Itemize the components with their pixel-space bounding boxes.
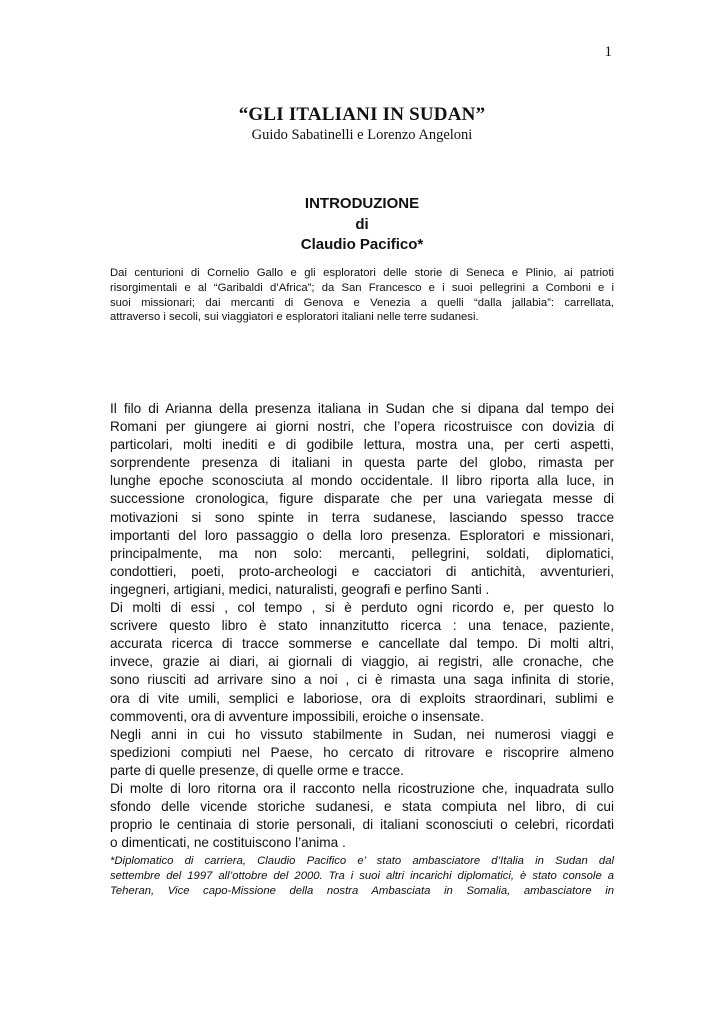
- body-line: Romani per giungere ai giorni nostri, che l’opera ricostruisce con dovizia di: [110, 419, 614, 435]
- body-line: condottieri, poeti, proto-archeologi e cacciatori di antichità, avventurieri,: [110, 563, 614, 579]
- introduction-di: di: [355, 215, 369, 233]
- body-line: principalmente, ma non solo: mercanti, pellegrini, soldati, diplomatici,: [110, 545, 614, 561]
- body-line: proprio le centinaia di storie personali, di italiani sconosciuti o celebri, ricordati: [110, 817, 614, 833]
- body-line: Di molti di essi , col tempo , si è perduto ogni ricordo e, per questo lo: [110, 600, 614, 616]
- body-line: o dimenticati, ne costituiscono l’anima .: [110, 835, 346, 851]
- body-line: ingegneri, artigiani, medici, naturalisti, geografi e perfino Santi .: [110, 581, 490, 597]
- body-line: sono riusciti ad arrivare sino a noi , ci è rimasta una saga infinita di storie,: [110, 672, 614, 688]
- body-line: scrivere questo libro è stato innanzitutto ricerca : una tenace, paziente,: [110, 618, 614, 634]
- document-authors: Guido Sabatinelli e Lorenzo Angeloni: [251, 127, 473, 143]
- body-line: spedizioni compiuti nel Paese, ho cercato di ritrovare e riscoprire almeno: [110, 744, 614, 760]
- body-line: importanti del loro passaggio o della loro presenza. Esploratori e missionari,: [110, 527, 614, 543]
- introduction-author: Claudio Pacifico*: [300, 236, 424, 253]
- body-line: sfondo delle vicende storiche sudanesi, e stata compiuta nel libro, di cui: [110, 799, 614, 815]
- footnote-line: *Diplomatico di carriera, Claudio Pacifico e’ stato ambasciatore d’Italia in Sudan dal: [110, 855, 614, 867]
- body-line: Il filo di Arianna della presenza italiana in Sudan che si dipana dal tempo dei: [110, 401, 614, 416]
- footnote-line: settembre del 1997 all’ottobre del 2000. Tra i suoi altri incarichi diplomatici, è stato console a: [110, 869, 614, 882]
- body-line: Negli anni in cui ho vissuto stabilmente in Sudan, nei numerosi viaggi e: [110, 726, 614, 742]
- body-line: accurata ricerca di tracce sommerse e cancellate dal tempo. Di molti altri,: [110, 636, 614, 652]
- footnote: [110, 854, 614, 898]
- title-block: [0, 104, 724, 144]
- document-title: “GLI ITALIANI IN SUDAN”: [238, 104, 486, 125]
- abstract-line: attraverso i secoli, sui viaggiatori e esploratori italiani nelle terre sudanesi.: [110, 311, 479, 324]
- body-line: sorprendente presenza di italiani in questa parte del globo, rimasta per: [110, 455, 614, 471]
- footnote-line: Teheran, Vice capo-Missione della nostra Ambasciata in Somalia, ambasciatore in: [110, 884, 614, 897]
- body-line: commoventi, ora di avventure impossibili, eroiche o insensate.: [110, 708, 485, 724]
- abstract-line: risorgimentali e al “Garibaldi d’Africa”; da San Francesco e i suoi pellegrini a Comboni e i: [110, 281, 614, 294]
- abstract-line: suoi missionari; dai mercanti di Genova e Venezia a quelli “dalla jallabia”: carrellata,: [110, 296, 614, 309]
- introduction-heading: [0, 194, 724, 256]
- page-number: 1: [604, 44, 612, 60]
- body-text: [110, 400, 614, 852]
- abstract: [110, 266, 614, 325]
- body-line: Di molte di loro ritorna ora il racconto nella ricostruzione che, inquadrata sullo: [110, 780, 614, 796]
- body-line: parte di quelle presenze, di quelle orme e tracce.: [110, 762, 404, 778]
- body-line: successione cronologica, figure disparate che per una variegata messe di: [110, 491, 614, 507]
- body-line: ora di vite umili, semplici e laboriose, ora di exploits straordinari, sublimi e: [110, 690, 614, 706]
- body-line: lunghe epoche sconosciuta al mondo occidentale. Il libro riporta alla luce, in: [110, 473, 614, 489]
- abstract-line: Dai centurioni di Cornelio Gallo e gli esploratori delle storie di Seneca e Plinio, ai patrioti: [110, 267, 614, 279]
- body-line: motivazioni si sono spinte in terra sudanese, lasciando spesso tracce: [110, 509, 614, 525]
- introduction-label: INTRODUZIONE: [304, 195, 420, 212]
- body-line: invece, grazie ai diari, ai giornali di viaggio, ai registri, alle cronache, che: [110, 654, 614, 670]
- body-line: particolari, molti inediti e di godibile lettura, mostra una, per certi aspetti,: [110, 437, 614, 453]
